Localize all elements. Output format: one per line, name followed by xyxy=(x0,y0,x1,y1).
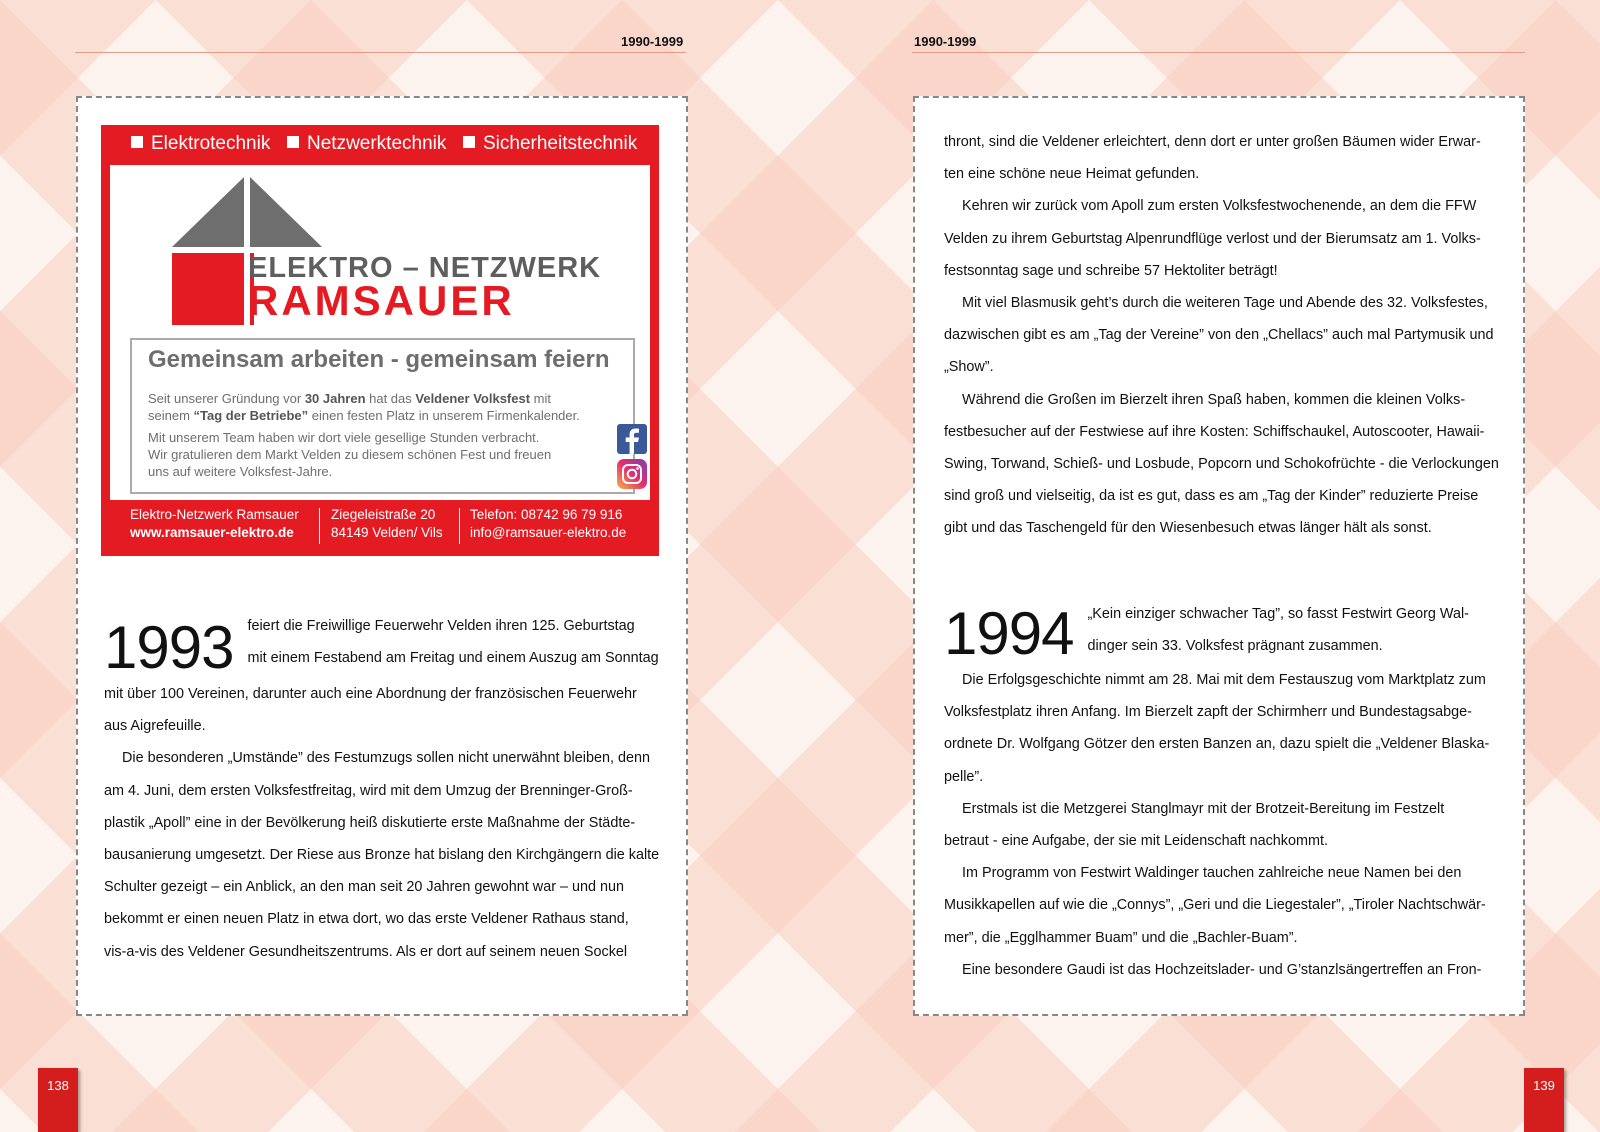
text-line: Swing, Torwand, Schieß- und Losbude, Popcorn und Schokofrüchte - die Verlockungen xyxy=(944,456,1499,473)
year-heading-1994: 1994 xyxy=(944,600,1074,667)
year-heading-1993: 1993 xyxy=(104,614,234,681)
text-line: ten eine schöne neue Heimat gefunden. xyxy=(944,166,1200,183)
text-line: aus Aigrefeuille. xyxy=(104,718,206,735)
header-rule-right xyxy=(912,52,1525,53)
ad-brand-name: RAMSAUER xyxy=(248,277,515,324)
ad-footer-contact: Telefon: 08742 96 79 916 info@ramsauer-elektro.de xyxy=(470,507,627,540)
ad-contact-footer xyxy=(101,500,659,556)
text-line: feiert die Freiwillige Feuerwehr Velden ihren 125. Geburtstag xyxy=(247,618,635,634)
ad-footer-company: Elektro-Netzwerk Ramsauer www.ramsauer-elektro.de xyxy=(130,507,299,540)
text-line: thront, sind die Veldener erleichtert, denn dort er unter großen Bäumen wider Erwar- xyxy=(944,134,1481,150)
text-line: pelle”. xyxy=(944,768,984,785)
text-line: Volksfestplatz ihren Anfang. Im Bierzelt zapft der Schirmherr und Bundestagsabge- xyxy=(944,704,1472,721)
ad-paragraph-2-line: Mit unserem Team haben wir dort viele gesellige Stunden verbracht. xyxy=(148,430,540,445)
facebook-icon[interactable] xyxy=(617,424,647,454)
text-line: vis-a-vis des Veldener Gesundheitszentrums. Als er dort auf seinem neuen Sockel xyxy=(104,943,628,960)
text-line: „Show”. xyxy=(944,359,994,376)
ad-footer-divider xyxy=(459,508,460,544)
page-number-left: 138 xyxy=(38,1068,78,1132)
left-article-text xyxy=(104,610,664,968)
text-line: am 4. Juni, dem ersten Volksfestfreitag, wird mit dem Umzug der Brenninger-Groß- xyxy=(104,782,633,799)
ad-paragraph-2-line: Wir gratulieren dem Markt Velden zu diesem schönen Fest und freuen xyxy=(148,447,552,462)
text-line: Die Erfolgsgeschichte nimmt am 28. Mai mit dem Festauszug vom Marktplatz zum xyxy=(962,672,1486,688)
text-line: dazwischen gibt es am „Tag der Vereine” von den „Chellacs” auch mal Partymusik und xyxy=(944,327,1494,344)
text-line: Die besonderen „Umstände” des Festumzugs sollen nicht unerwähnt bleiben, denn xyxy=(122,750,650,767)
text-line: festsonntag sage und schreibe 57 Hektoliter beträgt! xyxy=(944,262,1278,279)
text-line: festbesucher auf der Festwiese auf ihre Kosten: Schiffschaukel, Autoscooter, Hawaii- xyxy=(944,423,1485,440)
text-line: ordnete Dr. Wolfgang Götzer den ersten Banzen an, dazu spielt die „Veldener Blaska- xyxy=(944,736,1490,753)
text-line: Schulter gezeigt – ein Anblick, an den man seit 20 Jahren gewohnt war – und nun xyxy=(104,879,625,896)
text-line: Musikkapellen auf wie die „Connys”, „Geri und die Liegestaler”, „Tiroler Nachtschwär- xyxy=(944,897,1486,914)
text-line: betraut - eine Aufgabe, der sie mit Leidenschaft nachkommt. xyxy=(944,833,1328,850)
running-header-right: 1990-1999 xyxy=(914,34,977,49)
text-line: sind groß und vielseitig, da ist es gut, dass es am „Tag der Kinder” reduzierte Preise xyxy=(944,488,1479,505)
text-line: Im Programm von Festwirt Waldinger tauchen zahlreiche neue Namen bei den xyxy=(962,865,1462,882)
ad-website-link[interactable]: www.ramsauer-elektro.de xyxy=(130,525,294,540)
text-line: bausanierung umgesetzt. Der Riese aus Bronze hat bislang den Kirchgängern die kalte xyxy=(104,847,660,864)
ad-paragraph-2-line: uns auf weitere Volksfest-Jahre. xyxy=(148,464,333,479)
running-header-left: 1990-1999 xyxy=(621,34,684,49)
text-line: Velden zu ihrem Geburtstag Alpenrundflüge verlost und der Bierumsatz am 1. Volks- xyxy=(944,230,1481,247)
ad-footer-address: Ziegeleistraße 20 84149 Velden/ Vils xyxy=(331,507,443,540)
text-line: dinger sein 33. Volksfest prägnant zusammen. xyxy=(1087,638,1383,655)
text-line: Erstmals ist die Metzgerei Stanglmayr mit der Brotzeit-Bereitung im Festzelt xyxy=(962,800,1445,817)
header-rule-left xyxy=(75,52,686,53)
ad-content-area xyxy=(110,165,650,500)
instagram-icon[interactable] xyxy=(617,459,647,489)
text-line: mit über 100 Vereinen, darunter auch eine Abordnung der französischen Feuerwehr xyxy=(104,686,637,702)
left-page-panel xyxy=(76,96,688,1016)
ad-service-item: Elektrotechnik xyxy=(131,133,270,155)
ad-footer-divider xyxy=(319,508,320,544)
text-line: mer”, die „Egglhammer Buam” und die „Bachler-Buam”. xyxy=(944,929,1298,946)
ad-paragraph-1: Seit unserer Gründung vor 30 Jahren hat das Veldener Volksfest mit xyxy=(148,391,551,406)
advertisement xyxy=(101,125,659,556)
text-line: Während die Großen im Bierzelt ihren Spaß haben, kommen die kleinen Volks- xyxy=(962,391,1466,408)
text-line: Eine besondere Gaudi ist das Hochzeitslader- und G’stanzlsängertreffen an Fron- xyxy=(962,961,1482,978)
text-line: gibt und das Taschengeld für den Wiesenbesuch etwas länger hält als sonst. xyxy=(944,520,1432,537)
ad-service-bar xyxy=(101,125,659,165)
ad-paragraph-1b: seinem “Tag der Betriebe” einen festen Platz in unserem Firmenkalender. xyxy=(148,408,580,423)
ad-slogan: Gemeinsam arbeiten - gemeinsam feiern xyxy=(148,346,610,373)
ad-message-box xyxy=(130,338,635,494)
right-article-text-1994 xyxy=(944,598,1504,986)
text-line: plastik „Apoll” eine in der Bevölkerung heiß diskutierte erste Maßnahme der Städte- xyxy=(104,814,636,831)
ad-email-link[interactable]: info@ramsauer-elektro.de xyxy=(470,525,627,540)
page-number-right: 139 xyxy=(1524,1068,1564,1132)
text-line: bekommt er einen neuen Platz in etwa dort, wo das erste Veldener Rathaus stand, xyxy=(104,911,629,928)
ad-service-item: Sicherheitstechnik xyxy=(463,133,637,155)
text-line: mit einem Festabend am Freitag und einem Auszug am Sonntag xyxy=(247,650,659,667)
right-article-text-bottom xyxy=(944,664,1504,986)
ad-brand-line1: ELEKTRO – NETZWERK xyxy=(248,252,602,284)
text-line: „Kein einziger schwacher Tag”, so fasst Festwirt Georg Wal- xyxy=(1087,606,1469,622)
text-line: Kehren wir zurück vom Apoll zum ersten Volksfestwochenende, an dem die FFW xyxy=(962,198,1477,215)
right-article-text-top xyxy=(944,126,1504,545)
ad-service-item: Netzwerktechnik xyxy=(287,133,446,155)
right-page-panel xyxy=(913,96,1525,1016)
text-line: Mit viel Blasmusik geht’s durch die weiteren Tage und Abende des 32. Volksfestes, xyxy=(962,295,1488,312)
